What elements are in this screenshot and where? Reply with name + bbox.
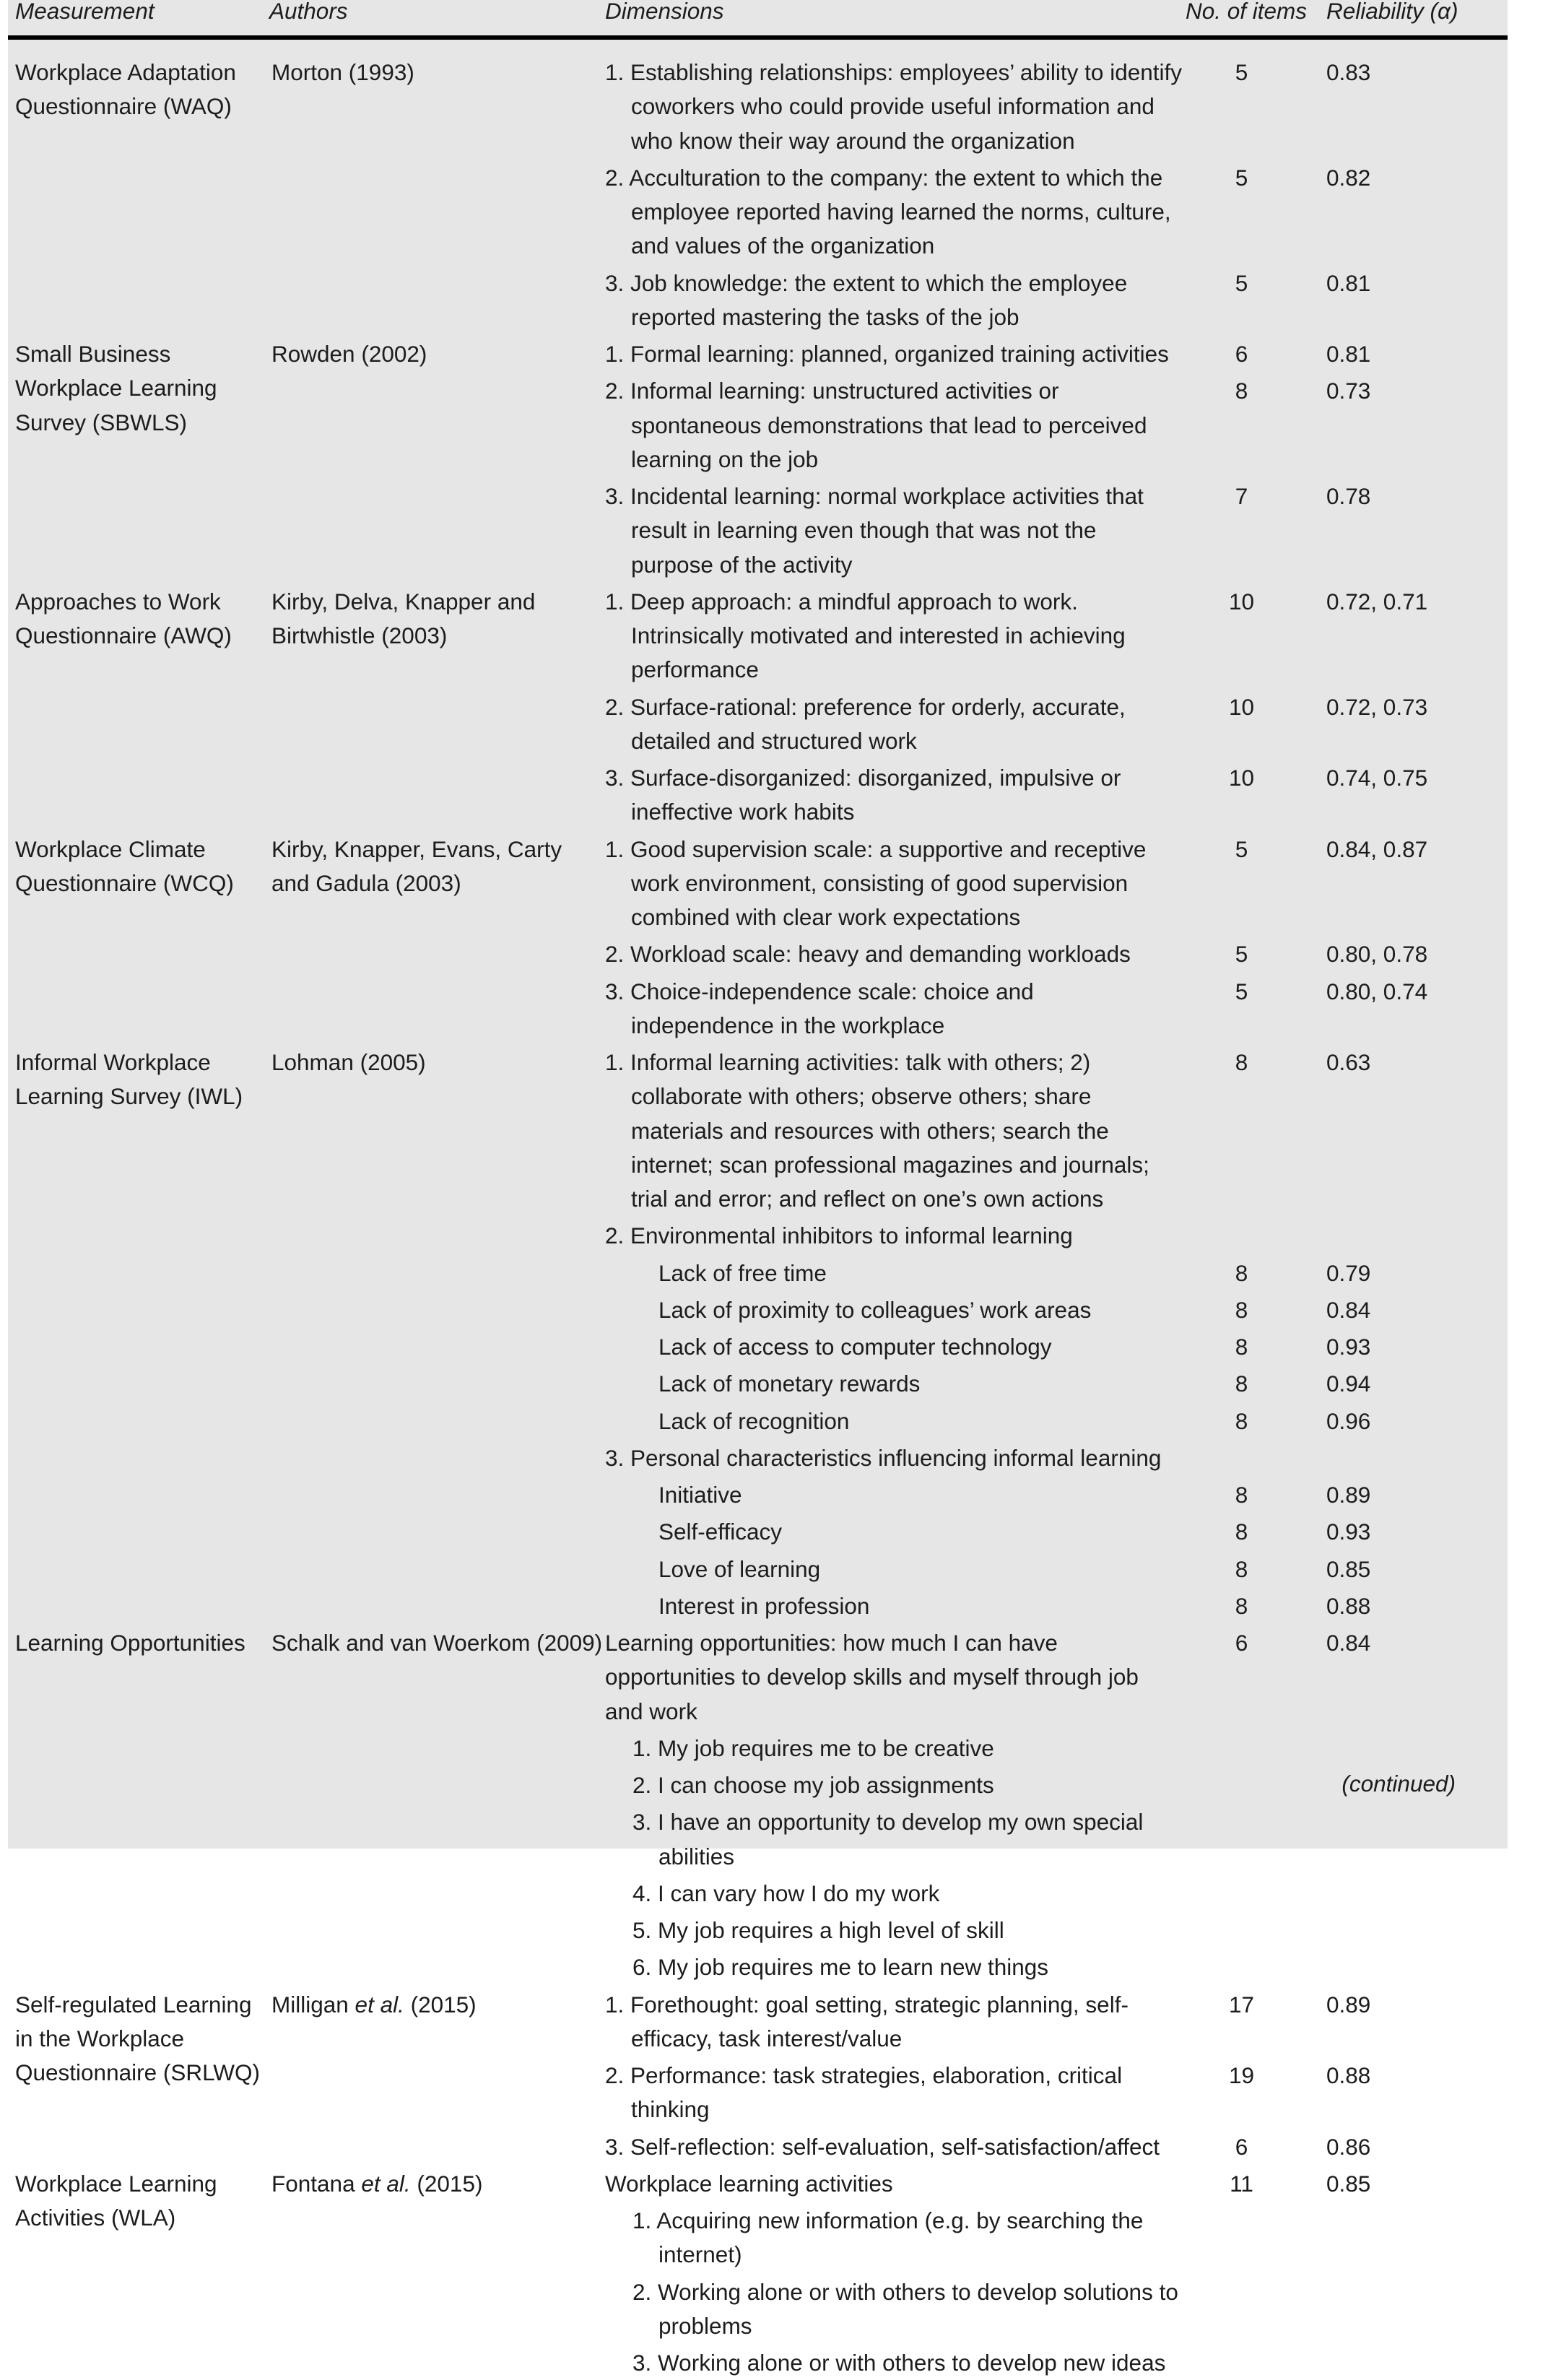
cell-reliability: 0.83 — [1326, 59, 1371, 85]
cell-no-of-items: 5 — [1235, 978, 1248, 1004]
cell-dimension — [605, 758, 1183, 830]
cell-dimension — [605, 2201, 1183, 2272]
cell-authors: Kirby, Knapper, Evans, Carty and Gadula (2003) — [271, 835, 562, 896]
table-row — [8, 582, 1508, 687]
cell-no-of-items — [1183, 1911, 1316, 1947]
cell-dimension — [605, 477, 1183, 582]
cell-reliability: 0.94 — [1326, 1371, 1371, 1397]
dimension-text: 1. Formal learning: planned, organized training activities — [605, 341, 1169, 367]
cell-dimension — [605, 2164, 1183, 2201]
cell-dimension — [605, 687, 1183, 759]
dimension-text: Lack of recognition — [658, 1407, 850, 1434]
dimension-text: 1. Deep approach: a mindful approach to work. Intrinsically motivated and interested in achieving performance — [605, 588, 1126, 683]
cell-reliability: 0.89 — [1326, 1991, 1371, 2018]
dimension-text: Lack of monetary rewards — [658, 1371, 921, 1397]
cell-dimension — [605, 158, 1183, 264]
cell-no-of-items — [1183, 2201, 1316, 2272]
dimension-text: 3. Incidental learning: normal workplace activities that result in learning even though that was not the purpose of the activity — [605, 483, 1144, 578]
cell-no-of-items — [1183, 1874, 1316, 1911]
cell-dimension — [605, 1512, 1183, 1549]
dimension-text: 1. Establishing relationships: employees’ ability to identify coworkers who could provide useful information and who know their way around the organization — [605, 59, 1183, 154]
dimension-text: 2. Surface-rational: preference for orderly, accurate, detailed and structured work — [605, 693, 1126, 754]
cell-no-of-items: 6 — [1235, 2133, 1248, 2160]
cell-measurement: Workplace Learning Activities (WLA) — [15, 2170, 217, 2231]
cell-dimension — [605, 2343, 1183, 2380]
dimension-text: 5. My job requires a high level of skill — [632, 1917, 1004, 1943]
dimension-text: 3. Job knowledge: the extent to which the employee reported mastering the tasks of the job — [605, 269, 1128, 330]
dimension-text: 2. Working alone or with others to develop solutions to problems — [632, 2278, 1178, 2339]
cell-no-of-items: 8 — [1235, 1407, 1248, 1434]
column-header-items: No. of items — [1186, 0, 1308, 24]
dimension-text: 4. I can vary how I do my work — [632, 1880, 940, 1906]
table-head — [8, 0, 1508, 38]
cell-measurement: Workplace Adaptation Questionnaire (WAQ) — [15, 59, 236, 120]
cell-reliability: 0.88 — [1326, 2062, 1371, 2088]
cell-reliability: 0.88 — [1326, 1592, 1371, 1619]
dimension-text: Self-efficacy — [658, 1519, 782, 1545]
cell-reliability: 0.79 — [1326, 1259, 1371, 1286]
cell-authors: Kirby, Delva, Knapper and Birtwhistle (2003) — [271, 588, 536, 648]
dimension-text: 2. Workload scale: heavy and demanding workloads — [605, 941, 1131, 968]
dimension-text: 1. My job requires me to be creative — [632, 1734, 994, 1761]
cell-no-of-items — [1183, 1438, 1316, 1475]
dimension-text: 2. Performance: task strategies, elaboration, critical thinking — [605, 2062, 1123, 2123]
cell-no-of-items: 5 — [1235, 835, 1248, 862]
cell-no-of-items: 8 — [1235, 1049, 1248, 1075]
cell-reliability — [1316, 1438, 1508, 1475]
cell-dimension — [605, 1438, 1183, 1475]
dimension-text: Learning opportunities: how much I can have opportunities to develop skills and myself through job and work — [605, 1630, 1139, 1724]
dimension-text: 1. Forethought: goal setting, strategic planning, self-efficacy, task interest/value — [605, 1991, 1129, 2051]
dimension-text: 1. Acquiring new information (e.g. by searching the internet) — [632, 2207, 1144, 2268]
header-rule — [8, 22, 1508, 38]
cell-no-of-items: 8 — [1235, 1482, 1248, 1508]
cell-measurement: Small Business Workplace Learning Survey (SBWLS) — [15, 341, 217, 435]
dimension-text: 2. I can choose my job assignments — [632, 1772, 994, 1798]
cell-reliability: 0.96 — [1326, 1407, 1371, 1434]
cell-no-of-items — [1183, 1729, 1316, 1766]
cell-reliability: 0.72, 0.73 — [1326, 693, 1428, 720]
cell-dimension — [605, 1475, 1183, 1512]
cell-reliability: 0.82 — [1326, 164, 1371, 191]
cell-no-of-items: 8 — [1235, 1259, 1248, 1286]
cell-no-of-items: 19 — [1228, 2062, 1255, 2088]
cell-no-of-items — [1183, 1766, 1316, 1802]
cell-authors: Milligan et al. (2015) — [271, 1991, 477, 2018]
cell-dimension — [605, 2272, 1183, 2344]
cell-dimension — [605, 2056, 1183, 2127]
table-body — [8, 38, 1508, 2380]
cell-dimension — [605, 1290, 1183, 1327]
cell-reliability: 0.86 — [1326, 2133, 1371, 2160]
cell-dimension — [605, 1216, 1183, 1253]
cell-reliability: 0.89 — [1326, 1482, 1371, 1508]
dimension-text: 2. Informal learning: unstructured activities or spontaneous demonstrations that lead to perceived learning on the job — [605, 378, 1147, 472]
table-row — [8, 2164, 1508, 2201]
cell-authors: Rowden (2002) — [271, 341, 427, 367]
cell-reliability: 0.72, 0.71 — [1326, 588, 1428, 614]
authors-et-al: et al. — [355, 1991, 404, 2018]
cell-reliability: 0.84, 0.87 — [1326, 835, 1428, 862]
cell-dimension — [605, 1802, 1183, 1874]
cell-no-of-items: 11 — [1230, 2170, 1253, 2197]
cell-no-of-items: 5 — [1235, 941, 1248, 968]
dimension-text: 3. Choice-independence scale: choice and independence in the workplace — [605, 978, 1034, 1038]
dimension-text: 6. My job requires me to learn new things — [632, 1954, 1049, 1981]
column-header-dimensions: Dimensions — [605, 0, 724, 24]
cell-no-of-items: 5 — [1235, 59, 1248, 85]
cell-measurement: Informal Workplace Learning Survey (IWL) — [15, 1049, 243, 1110]
dimension-text: 1. Informal learning activities: talk with others; 2) collaborate with others; observe others; share materials and resources with others; search the internet; scan professional magazines and journals; trial and error; and reflect on one’s own actions — [605, 1049, 1149, 1212]
cell-dimension — [605, 582, 1183, 687]
cell-dimension — [605, 1985, 1183, 2057]
column-header-measurement: Measurement — [15, 0, 155, 24]
header-row — [8, 0, 1508, 22]
cell-reliability — [1316, 1947, 1508, 1984]
dimension-text: Workplace learning activities — [605, 2170, 893, 2197]
dimension-text: Love of learning — [658, 1555, 821, 1582]
cell-reliability: 0.74, 0.75 — [1326, 765, 1428, 791]
dimension-text: 3. Working alone or with others to develop new ideas — [632, 2350, 1166, 2376]
cell-dimension — [605, 1623, 1183, 1729]
cell-reliability: 0.93 — [1326, 1334, 1371, 1360]
cell-no-of-items: 10 — [1228, 693, 1255, 720]
cell-dimension — [605, 38, 1183, 158]
dimension-text: Lack of free time — [658, 1259, 827, 1286]
cell-dimension — [605, 1043, 1183, 1216]
cell-no-of-items: 8 — [1235, 1555, 1248, 1582]
cell-reliability: 0.85 — [1326, 1555, 1371, 1582]
dimension-text: 2. Acculturation to the company: the extent to which the employee reported having learned the norms, culture, and values of the organization — [605, 164, 1171, 259]
cell-reliability — [1316, 2201, 1508, 2272]
cell-reliability: 0.85 — [1326, 2170, 1371, 2197]
cell-no-of-items: 5 — [1235, 164, 1248, 191]
cell-dimension — [605, 934, 1183, 971]
dimension-text: 2. Environmental inhibitors to informal learning — [605, 1222, 1073, 1249]
cell-authors: Fontana et al. (2015) — [271, 2170, 483, 2197]
authors-et-al: et al. — [361, 2170, 411, 2197]
cell-reliability: 0.73 — [1326, 378, 1371, 404]
cell-dimension — [605, 1550, 1183, 1586]
cell-measurement: Self-regulated Learning in the Workplace Questionnaire (SRLWQ) — [15, 1991, 261, 2085]
cell-reliability — [1316, 2272, 1508, 2344]
cell-no-of-items — [1183, 2343, 1316, 2380]
cell-no-of-items: 8 — [1235, 378, 1248, 404]
dimension-text: 3. Personal characteristics influencing informal learning — [605, 1444, 1162, 1471]
cell-no-of-items: 8 — [1235, 1519, 1248, 1545]
cell-no-of-items: 10 — [1228, 588, 1255, 614]
cell-reliability: 0.81 — [1326, 341, 1371, 367]
dimension-text: Lack of access to computer technology — [658, 1334, 1052, 1360]
table-row — [8, 1043, 1508, 1216]
cell-reliability: 0.78 — [1326, 483, 1371, 509]
cell-dimension — [605, 1911, 1183, 1947]
cell-no-of-items: 8 — [1235, 1371, 1248, 1397]
cell-dimension — [605, 1364, 1183, 1401]
header-rule-cell — [8, 22, 1508, 38]
table-row — [8, 334, 1508, 371]
dimension-text: 3. I have an opportunity to develop my own special abilities — [632, 1809, 1144, 1869]
cell-no-of-items: 17 — [1228, 1991, 1255, 2018]
cell-reliability — [1316, 2343, 1508, 2380]
cell-reliability — [1316, 1802, 1508, 1874]
cell-dimension — [605, 1402, 1183, 1438]
cell-no-of-items: 8 — [1235, 1592, 1248, 1619]
cell-dimension — [605, 830, 1183, 935]
cell-no-of-items — [1183, 1947, 1316, 1984]
cell-reliability: 0.81 — [1326, 269, 1371, 296]
cell-dimension — [605, 334, 1183, 371]
cell-measurement: Learning Opportunities — [15, 1630, 245, 1656]
cell-no-of-items: 6 — [1235, 341, 1248, 367]
cell-reliability — [1316, 1874, 1508, 1911]
cell-dimension — [605, 972, 1183, 1043]
cell-no-of-items — [1183, 2272, 1316, 2344]
cell-no-of-items — [1183, 1802, 1316, 1874]
dimension-text: Interest in profession — [658, 1592, 870, 1619]
cell-authors: Morton (1993) — [271, 59, 414, 85]
cell-reliability — [1316, 1729, 1508, 1766]
cell-dimension — [605, 1947, 1183, 1984]
cell-no-of-items: 7 — [1235, 483, 1248, 509]
column-header-reliability: Reliability (α) — [1326, 0, 1458, 24]
dimension-text: 1. Good supervision scale: a supportive and receptive work environment, consisting of good supervision combined with clear work expectations — [605, 835, 1147, 930]
dimension-text: Initiative — [658, 1482, 742, 1508]
cell-no-of-items: 10 — [1228, 765, 1255, 791]
cell-reliability: 0.84 — [1326, 1296, 1371, 1323]
cell-no-of-items: 8 — [1235, 1296, 1248, 1323]
column-header-authors: Authors — [269, 0, 348, 24]
continued-note: (continued) — [1342, 1771, 1456, 1797]
cell-no-of-items: 8 — [1235, 1334, 1248, 1360]
cell-reliability: 0.80, 0.74 — [1326, 978, 1428, 1004]
table-row — [8, 1623, 1508, 1729]
table-row — [8, 830, 1508, 935]
cell-dimension — [605, 1874, 1183, 1911]
cell-authors: Lohman (2005) — [271, 1049, 426, 1075]
cell-dimension — [605, 264, 1183, 335]
cell-dimension — [605, 1254, 1183, 1290]
cell-dimension — [605, 2127, 1183, 2164]
cell-no-of-items: 5 — [1235, 269, 1248, 296]
cell-authors: Schalk and van Woerkom (2009) — [271, 1630, 603, 1656]
table-row — [8, 1985, 1508, 2057]
cell-measurement: Workplace Climate Questionnaire (WCQ) — [15, 835, 234, 896]
cell-dimension — [605, 1327, 1183, 1364]
cell-reliability: 0.63 — [1326, 1049, 1371, 1075]
cell-dimension — [605, 1729, 1183, 1766]
cell-measurement: Approaches to Work Questionnaire (AWQ) — [15, 588, 232, 648]
cell-no-of-items: 6 — [1235, 1630, 1248, 1656]
cell-reliability — [1316, 1216, 1508, 1253]
cell-reliability: 0.80, 0.78 — [1326, 941, 1428, 968]
dimension-text: 3. Surface-disorganized: disorganized, impulsive or ineffective work habits — [605, 765, 1121, 825]
cell-reliability: 0.93 — [1326, 1519, 1371, 1545]
table-row — [8, 38, 1508, 158]
table-panel — [8, 0, 1508, 2376]
measurements-table — [8, 0, 1508, 2380]
cell-dimension — [605, 1586, 1183, 1623]
dimension-text: Lack of proximity to colleagues’ work areas — [658, 1296, 1092, 1323]
cell-no-of-items — [1183, 1216, 1316, 1253]
dimension-text: 3. Self-reflection: self-evaluation, self-satisfaction/affect — [605, 2133, 1160, 2160]
cell-dimension — [605, 371, 1183, 477]
cell-reliability: 0.84 — [1326, 1630, 1371, 1656]
cell-dimension — [605, 1766, 1183, 1802]
cell-reliability — [1316, 1911, 1508, 1947]
